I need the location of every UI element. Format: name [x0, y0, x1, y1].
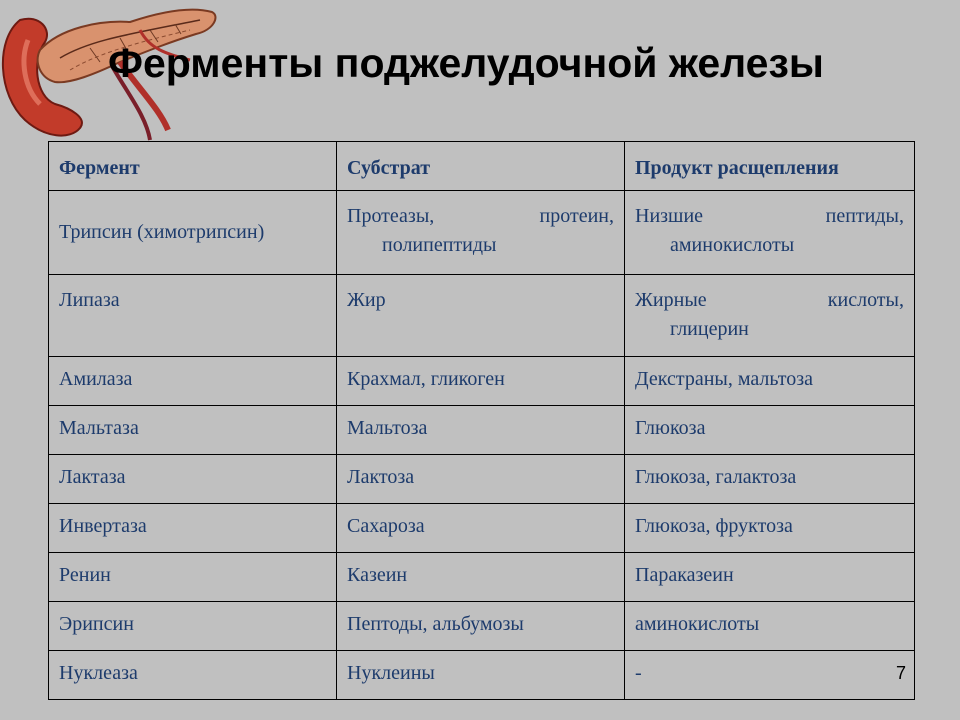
cell-enzyme: Нуклеаза	[49, 651, 337, 700]
cell-product-line2: глицерин	[670, 318, 749, 340]
cell-product-line1: Жирные кислоты,	[635, 289, 904, 311]
slide-number: 7	[895, 663, 906, 683]
cell-enzyme: Липаза	[49, 275, 337, 357]
cell-enzyme: Инвертаза	[49, 504, 337, 553]
table-row	[49, 602, 915, 651]
cell-product-line2: аминокислоты	[670, 234, 795, 256]
cell-product	[625, 191, 915, 275]
table-row	[49, 455, 915, 504]
cell-enzyme: Ренин	[49, 553, 337, 602]
table-row	[49, 651, 915, 700]
cell-substrate: Нуклеины	[337, 651, 625, 700]
header-substrate: Субстрат	[337, 142, 625, 191]
cell-substrate: Лактоза	[337, 455, 625, 504]
cell-enzyme: Эрипсин	[49, 602, 337, 651]
cell-product-line1: Низшие пептиды,	[635, 205, 904, 227]
cell-enzyme: Лактаза	[49, 455, 337, 504]
enzymes-table	[48, 141, 915, 700]
cell-substrate-line2: полипептиды	[382, 234, 497, 256]
header-enzyme: Фермент	[49, 142, 337, 191]
cell-substrate: Сахароза	[337, 504, 625, 553]
cell-substrate: Жир	[337, 275, 625, 357]
table-row	[49, 406, 915, 455]
cell-substrate: Мальтоза	[337, 406, 625, 455]
cell-substrate: Крахмал, гликоген	[337, 357, 625, 406]
cell-product: -	[625, 651, 915, 700]
cell-product: Глюкоза, галактоза	[625, 455, 915, 504]
cell-product: Параказеин	[625, 553, 915, 602]
table-header-row	[49, 142, 915, 191]
cell-enzyme: Трипсин (химотрипсин)	[49, 191, 337, 275]
table-row	[49, 357, 915, 406]
cell-product: Глюкоза, фруктоза	[625, 504, 915, 553]
table-row	[49, 191, 915, 275]
header-product: Продукт расщепления	[625, 142, 915, 191]
slide-title: Ферменты поджелудочной железы	[108, 40, 824, 86]
cell-enzyme: Мальтаза	[49, 406, 337, 455]
cell-product	[625, 275, 915, 357]
table-row	[49, 553, 915, 602]
table-row	[49, 504, 915, 553]
cell-product: аминокислоты	[625, 602, 915, 651]
cell-enzyme: Амилаза	[49, 357, 337, 406]
cell-substrate: Пептоды, альбумозы	[337, 602, 625, 651]
cell-product: Глюкоза	[625, 406, 915, 455]
table-row	[49, 275, 915, 357]
cell-substrate: Казеин	[337, 553, 625, 602]
cell-substrate	[337, 191, 625, 275]
cell-product: Декстраны, мальтоза	[625, 357, 915, 406]
cell-substrate-line1: Протеазы, протеин,	[347, 205, 614, 227]
